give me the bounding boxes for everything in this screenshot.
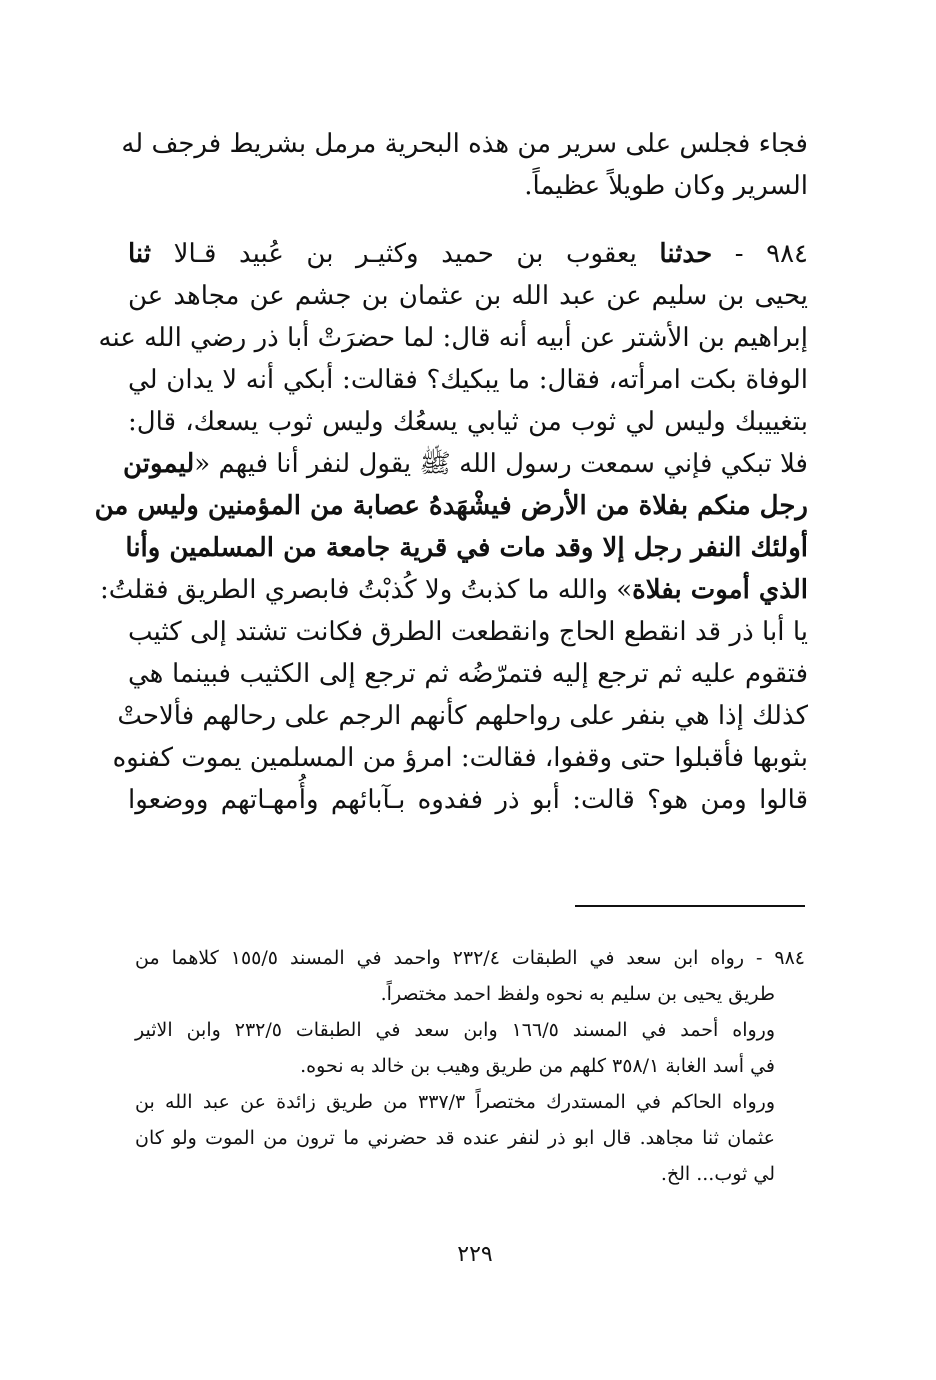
quote-text-end: الذي أموت بفلاة: [632, 575, 808, 605]
quote-start-line: [123, 444, 808, 484]
footnote-line: لي ثوب... الخ.: [660, 1163, 775, 1185]
footnote-line: ورواه أحمد في المسند ١٦٦/٥ وابن سعد في الطبقات ٢٣٢/٥ وابن الاثير: [135, 1019, 776, 1041]
quote-line: رجل منكم بفلاة من الأرض فيشْهَدهُ عصابة من المؤمنين وليس من: [94, 491, 808, 521]
footnote-line: ورواه الحاكم في المستدرك مختصراً ٣٣٧/٣ من طريق زائدة عن عبد الله بن: [135, 1091, 775, 1113]
footnote-line: ٩٨٤ - رواه ابن سعد في الطبقات ٢٣٢/٤ واحمد في المسند ١٥٥/٥ كلاهما من: [135, 947, 805, 969]
text-line: قالوا ومن هو؟ قالت: أبو ذر ففدوه بـآبائهم وأُمهـاتهم ووضعوا: [128, 785, 808, 815]
text-line: بتغييبك وليس لي ثوب من ثيابي يسعُك وليس ثوب يسعك، قال:: [128, 407, 808, 437]
text-line: فتقوم عليه ثم ترجع إليه فتمرّضُه ثم ترجع إلى الكثيب فبينما هي: [128, 659, 808, 689]
footnote-line: عثمان ثنا مجاهد. قال ابو ذر لنفر عنده قد حضرني ما ترون من الموت ولو كان: [135, 1127, 775, 1149]
text-line: يحيى بن سليم عن عبد الله بن عثمان بن جشم عن مجاهد عن: [128, 281, 808, 311]
text-line: يا أبا ذر قد انقطع الحاج وانقطعت الطرق فكانت تشتد إلى كثيب: [128, 617, 808, 647]
hadith-intro: حدثنا: [659, 239, 713, 269]
text-line: فجاء فجلس على سرير من هذه البحرية مرمل بشريط فرجف له: [121, 129, 808, 159]
page-number: ٢٢٩: [457, 1242, 493, 1267]
text-line: السرير وكان طويلاً عظيماً.: [524, 171, 808, 201]
footnote-divider: [575, 905, 805, 907]
narrator-chain-tail: ثنا: [128, 239, 152, 269]
footnote-line: في أسد الغابة ٣٥٨/١ كلهم من طريق وهيب بن خالد به نحوه.: [300, 1055, 775, 1077]
hadith-dash: -: [712, 239, 744, 269]
narrator-chain: يعقوب بن حميد وكثيـر بن عُبيد قـالا: [173, 239, 637, 269]
quote-intro: فلا تبكي فإني سمعت رسول الله ﷺ يقول لنفر أنا فيهم «: [194, 449, 808, 479]
text-line: الوفاة بكت امرأته، فقال: ما يبكيك؟ فقالت: أبكي أنه لا يدان لي: [128, 365, 808, 395]
text-line: بثوبها فأقبلوا حتى وقفوا، فقالت: امرؤ من المسلمين يموت كفنوه: [112, 743, 808, 773]
text-line: إبراهيم بن الأشتر عن أبيه أنه قال: لما حضرَتْ أبا ذر رضي الله عنه: [98, 323, 808, 353]
hadith-number: ٩٨٤: [766, 239, 809, 269]
quote-line: أولئك النفر رجل إلا وقد مات في قرية جامعة من المسلمين وأنا: [125, 533, 808, 563]
quote-after: » والله ما كذبتُ ولا كُذبْتُ فابصري الطريق فقلتُ:: [100, 575, 633, 605]
footnote-line: طريق يحيى بن سليم به نحوه ولفظ احمد مختصراً.: [380, 983, 775, 1005]
quote-end-line: [100, 570, 808, 610]
hadith-start-line: [128, 234, 808, 274]
text-line: كذلك إذا هي بنفر على رواحلهم كأنهم الرجم على رحالهم فألاحتْ: [117, 701, 808, 731]
quote-text: ليموتن: [123, 449, 195, 479]
